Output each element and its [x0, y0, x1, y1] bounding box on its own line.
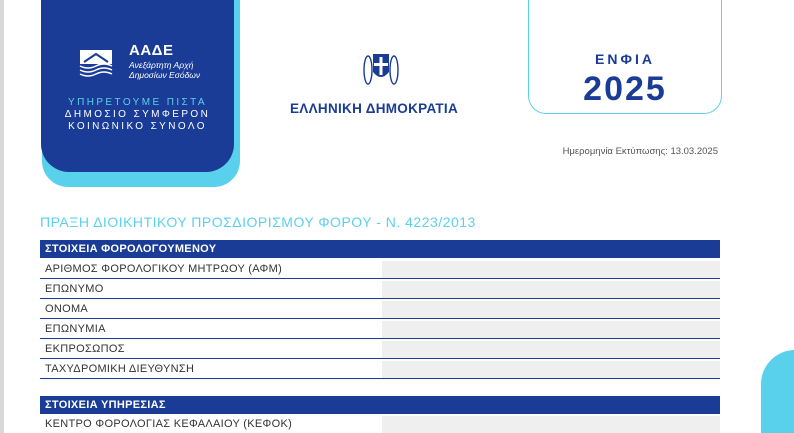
motto-line3: ΚΟΙΝΩΝΙΚΟ ΣΥΝΟΛΟ	[68, 121, 207, 132]
form-row	[40, 414, 720, 433]
document-title: ΠΡΑΞΗ ΔΙΟΙΚΗΤΙΚΟΥ ΠΡΟΣΔΙΟΡΙΣΜΟΥ ΦΟΡΟΥ - Ν. 4223/2013	[40, 214, 476, 230]
form-row	[40, 319, 720, 339]
representative-field	[382, 341, 720, 358]
row-label: ΤΑΧΥΔΡΟΜΙΚΗ ΔΙΕΥΘΥΝΣΗ	[45, 363, 195, 375]
print-date: Ημερομηνία Εκτύπωσης: 13.03.2025	[562, 146, 718, 157]
row-label: ΕΠΩΝΥΜΟ	[45, 283, 104, 295]
document-page	[4, 0, 794, 433]
row-label: ΕΠΩΝΥΜΙΑ	[45, 323, 106, 335]
row-label: ΚΕΝΤΡΟ ΦΟΡΟΛΟΓΙΑΣ ΚΕΦΑΛΑΙΟΥ (ΚΕΦΟΚ)	[45, 418, 293, 430]
aade-logo-name: ΑΑΔΕ	[129, 42, 174, 59]
afm-field	[382, 261, 720, 278]
form-row	[40, 339, 720, 359]
greek-coat-of-arms-icon	[362, 48, 400, 88]
row-label: ΟΝΟΜΑ	[45, 303, 89, 315]
form-row	[40, 299, 720, 319]
motto-line2: ΔΗΜΟΣΙΟ ΣΥΜΦΕΡΟΝ	[64, 109, 211, 120]
aade-header-block	[41, 0, 234, 172]
enfia-label: ΕΝΦΙΑ	[595, 51, 655, 67]
surname-field	[382, 281, 720, 298]
motto-line1: ΥΠΗΡΕΤΟΥΜΕ ΠΙΣΤΑ	[68, 97, 207, 108]
section-heading-service: ΣΤΟΙΧΕΙΑ ΥΠΗΡΕΣΙΑΣ	[40, 396, 720, 414]
form-row	[40, 279, 720, 299]
aade-logo-subtitle-line2: Δημοσίων Εσόδων	[129, 70, 201, 80]
company-name-field	[382, 321, 720, 338]
row-label: ΑΡΙΘΜΟΣ ΦΟΡΟΛΟΓΙΚΟΥ ΜΗΤΡΩΟΥ (ΑΦΜ)	[45, 263, 283, 275]
name-field	[382, 301, 720, 318]
enfia-badge	[528, 0, 722, 114]
row-label: ΕΚΠΡΟΣΩΠΟΣ	[45, 343, 125, 355]
form-row	[40, 259, 720, 279]
aade-logo-subtitle	[129, 60, 200, 80]
aade-logo-icon	[76, 46, 116, 80]
aade-motto	[41, 97, 234, 133]
postal-address-field	[382, 361, 720, 378]
form-row	[40, 359, 720, 379]
enfia-year: 2025	[583, 70, 667, 108]
section-heading-taxpayer: ΣΤΟΙΧΕΙΑ ΦΟΡΟΛΟΓΟΥΜΕΝΟΥ	[40, 240, 720, 258]
aade-logo-subtitle-line1: Ανεξάρτητη Αρχή	[129, 60, 194, 70]
republic-title: ΕΛΛΗΝΙΚΗ ΔΗΜΟΚΡΑΤΙΑ	[290, 101, 459, 116]
kefok-field	[382, 416, 720, 433]
decorative-corner	[761, 350, 794, 433]
